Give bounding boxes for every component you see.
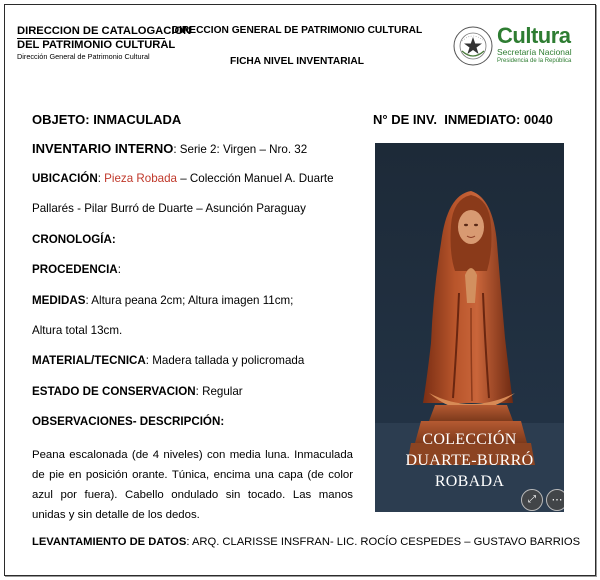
inventory-sheet <box>4 4 596 576</box>
inventory-number <box>373 112 553 127</box>
cultura-logo <box>497 25 572 65</box>
inventario-label: INVENTARIO INTERNO <box>32 141 174 156</box>
procedencia-value: : <box>117 263 121 276</box>
medidas-row-2 <box>32 324 122 337</box>
ubicacion-value-1: – Colección Manuel A. Duarte <box>177 172 334 185</box>
medidas-value-1: : Altura peana 2cm; Altura imagen 11cm; <box>85 294 294 307</box>
national-seal-icon <box>451 25 495 67</box>
objeto-value: INMACULADA <box>93 112 182 127</box>
ubicacion-status: Pieza Robada <box>104 172 177 185</box>
logo-line-1: DIRECCION DE CATALOGACION <box>17 25 192 37</box>
material-row <box>32 354 304 367</box>
watermark-line-2: DUARTE-BURRÓ <box>405 452 534 469</box>
catalogacion-logo <box>17 25 192 62</box>
watermark-line-3: ROBADA <box>434 473 505 490</box>
material-label: MATERIAL/TECNICA <box>32 354 146 367</box>
medidas-label: MEDIDAS <box>32 294 86 307</box>
ubicacion-label: UBICACIÓN <box>32 172 98 185</box>
material-value: : Madera tallada y policromada <box>145 354 305 367</box>
document-header <box>169 25 425 67</box>
ubicacion-row <box>32 172 334 185</box>
estado-row <box>32 385 243 398</box>
inmaculada-photo <box>375 143 564 512</box>
objeto-row <box>32 112 181 127</box>
cultura-line-1: Secretaría Nacional <box>497 47 572 57</box>
observaciones-row <box>32 415 224 428</box>
inv-value: INMEDIATO: 0040 <box>444 112 553 127</box>
estado-value: : Regular <box>195 385 243 398</box>
ubicacion-sep: : <box>97 172 105 185</box>
levantamiento-value: : ARQ. CLARISSE INSFRAN- LIC. ROCÍO CESPEDES – GUSTAVO BARRIOS <box>186 536 581 548</box>
more-icon[interactable]: ⋯ <box>546 489 564 511</box>
objeto-label: OBJETO: <box>32 112 90 127</box>
logo-line-3: Dirección General de Patrimonio Cultural <box>17 52 150 61</box>
medidas-row <box>32 294 293 307</box>
inventario-value: : Serie 2: Virgen – Nro. 32 <box>173 143 308 156</box>
watermark-line-1: COLECCIÓN <box>422 431 517 448</box>
medidas-value-2: Altura total 13cm. <box>32 324 123 337</box>
header-title: DIRECCION GENERAL DE PATRIMONIO CULTURAL <box>171 25 423 36</box>
cultura-brand: Cultura <box>497 23 571 48</box>
cronologia-label: CRONOLOGÍA: <box>32 233 116 246</box>
ubicacion-row-2 <box>32 202 306 215</box>
observaciones-label: OBSERVACIONES- DESCRIPCIÓN <box>32 415 221 428</box>
logo-line-2: DEL PATRIMONIO CULTURAL <box>17 39 176 51</box>
levantamiento-row <box>32 536 580 548</box>
ubicacion-value-2: Pallarés - Pilar Burró de Duarte – Asunción Paraguay <box>32 202 306 215</box>
descripcion-text: Peana escalonada (de 4 niveles) con media luna. Inmaculada de pie en posición orante. Túnica, encima una capa (de color azul por fuera). Cabello ondulado sin tocado. Las manos unidas y sin detalle de los dedos. <box>32 449 353 521</box>
inventario-row <box>32 141 307 156</box>
procedencia-row <box>32 263 121 276</box>
cultura-line-2: Presidencia de la República <box>497 58 572 64</box>
expand-icon[interactable]: ⤢ <box>521 489 543 511</box>
inv-label: N° DE INV. <box>373 112 437 127</box>
levantamiento-label: LEVANTAMIENTO DE DATOS <box>32 536 187 548</box>
estado-label: ESTADO DE CONSERVACION <box>32 385 196 398</box>
observaciones-value: : <box>220 415 225 428</box>
procedencia-label: PROCEDENCIA <box>32 263 118 276</box>
header-subtitle: FICHA NIVEL INVENTARIAL <box>230 56 364 67</box>
cronologia-row <box>32 233 116 246</box>
